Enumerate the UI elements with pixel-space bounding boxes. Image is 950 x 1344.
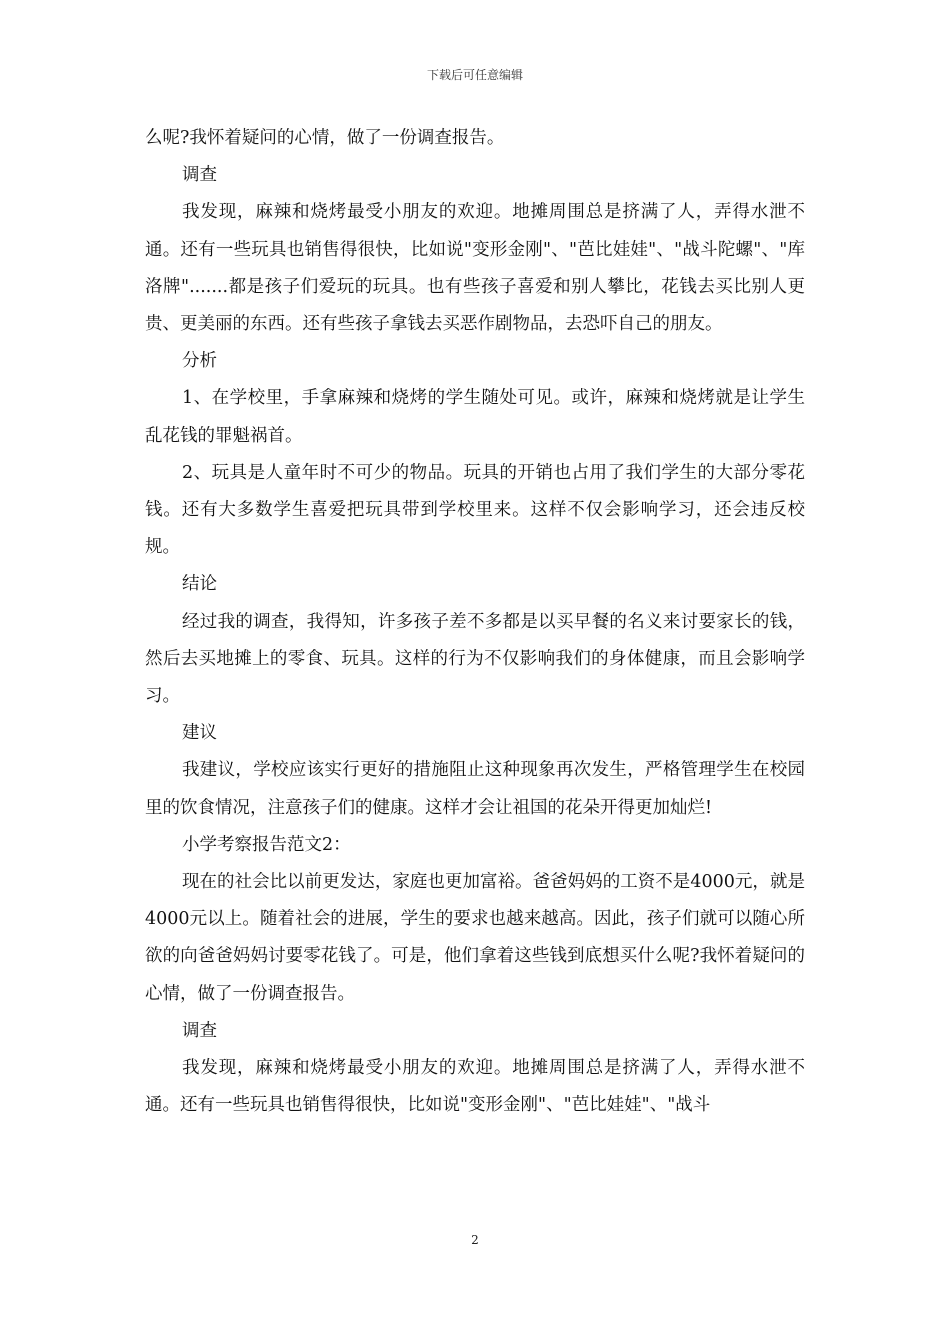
paragraph: 我发现，麻辣和烧烤最受小朋友的欢迎。地摊周围总是挤满了人，弄得水泄不通。还有一些玩具也销售得很快，比如说"变形金刚"、"芭比娃娃"、"战斗	[145, 1058, 805, 1116]
section-heading-survey: 调查	[182, 1020, 217, 1041]
paragraph: 现在的社会比以前更发达，家庭也更加富裕。爸爸妈妈的工资不是4000元，就是4000元以上。随着社会的进展，学生的要求也越来越高。因此，孩子们就可以随心所欲的向爸爸妈妈讨要零花钱了。可是，他们拿着这些钱到底想买什么呢?我怀着疑问的心情，做了一份调查报告。	[145, 872, 805, 1004]
page-number: 2	[471, 1233, 479, 1247]
section-heading-conclusion: 结论	[182, 574, 217, 595]
paragraph: 1、在学校里，手拿麻辣和烧烤的学生随处可见。或许，麻辣和烧烤就是让学生乱花钱的罪魁祸首。	[145, 388, 805, 446]
section-heading-suggestion: 建议	[182, 723, 217, 744]
paragraph: 我建议，学校应该实行更好的措施阻止这种现象再次发生，严格管理学生在校园里的饮食情况，注意孩子们的健康。这样才会让祖国的花朵开得更加灿烂!	[145, 760, 805, 818]
paragraph: 我发现，麻辣和烧烤最受小朋友的欢迎。地摊周围总是挤满了人，弄得水泄不通。还有一些玩具也销售得很快，比如说"变形金刚"、"芭比娃娃"、"战斗陀螺"、"库洛牌".......都是孩子们爱玩的玩具。也有些孩子喜爱和别人攀比，花钱去买比别人更贵、更美丽的东西。还有些孩子拿钱去买恶作剧物品，去恐吓自己的朋友。	[145, 202, 805, 335]
document-body	[145, 120, 805, 1124]
paragraph: 经过我的调查，我得知，许多孩子差不多都是以买早餐的名义来讨要家长的钱，然后去买地摊上的零食、玩具。这样的行为不仅影响我们的身体健康，而且会影响学习。	[145, 611, 805, 707]
article-title: 小学考察报告范文2：	[182, 834, 351, 855]
section-heading-survey: 调查	[182, 165, 217, 186]
page-header: 下载后可任意编辑	[426, 68, 523, 82]
paragraph: 么呢?我怀着疑问的心情，做了一份调查报告。	[145, 128, 505, 148]
paragraph: 2、玩具是人童年时不可少的物品。玩具的开销也占用了我们学生的大部分零花钱。还有大多数学生喜爱把玩具带到学校里来。这样不仅会影响学习，还会违反校规。	[145, 462, 805, 558]
section-heading-analysis: 分析	[182, 351, 217, 372]
